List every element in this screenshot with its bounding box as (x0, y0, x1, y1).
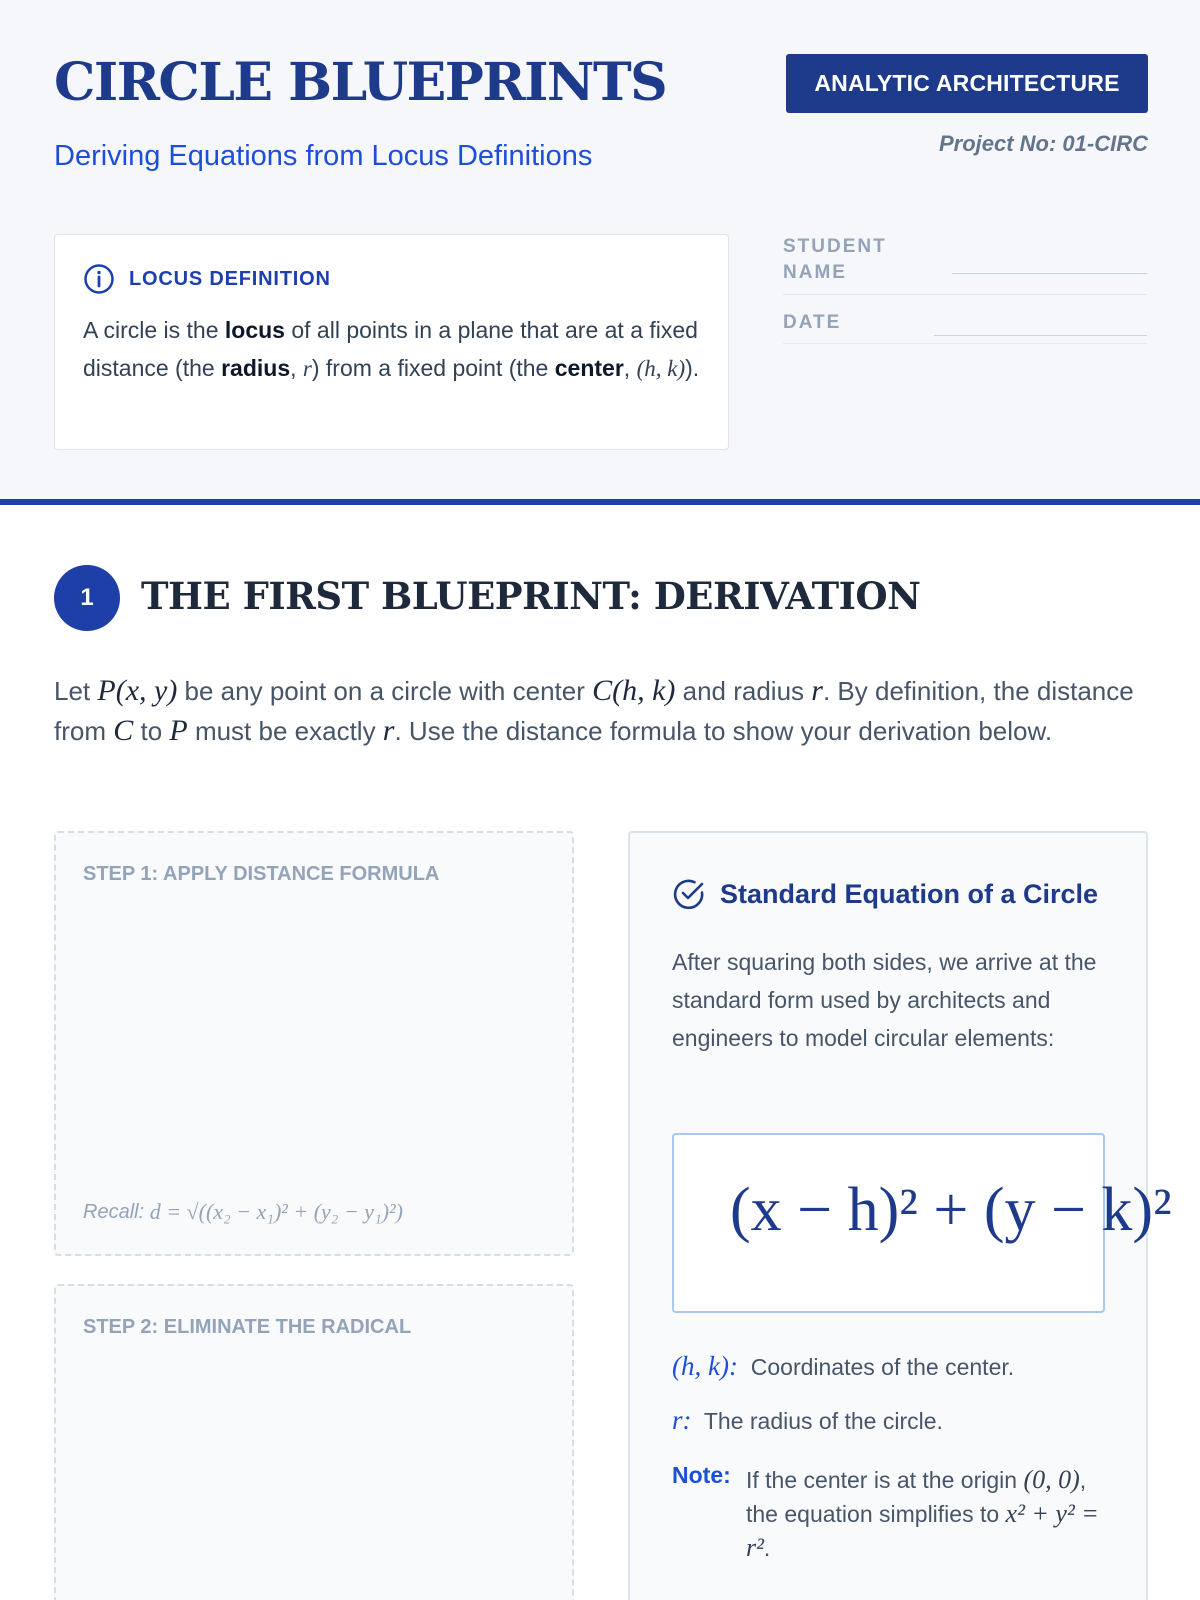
divider (783, 294, 1147, 295)
locus-definition-card (54, 234, 729, 450)
locus-label: LOCUS DEFINITION (129, 267, 331, 290)
standard-equation: (x − h)² + (y − k)² (730, 1176, 1172, 1244)
step-2-label: STEP 2: ELIMINATE THE RADICAL (83, 1316, 412, 1338)
student-name-line[interactable] (952, 273, 1147, 274)
step-1-label: STEP 1: APPLY DISTANCE FORMULA (83, 863, 440, 885)
date-label: DATE (783, 312, 842, 333)
note-text: If the center is at the origin (0, 0), the equation simplifies to x² + y² = r². (746, 1465, 1099, 1562)
definition-radius: r: The radius of the circle. (672, 1405, 943, 1435)
section-intro: Let P(x, y) be any point on a circle with center C(h, k) and radius r. By definition, the distance from C to P must be exactly r. Use the distance formula to show your derivation below. (54, 674, 1134, 747)
student-name-label: STUDENT NAME (783, 236, 887, 283)
recall-formula: Recall: d = √((x₂ − x₁)² + (y₂ − y₁)²) (83, 1199, 403, 1224)
standard-equation-title: Standard Equation of a Circle (720, 878, 1099, 909)
section-title: THE FIRST BLUEPRINT: DERIVATION (141, 574, 921, 618)
step-1-workspace[interactable] (54, 831, 574, 1256)
divider (783, 343, 1147, 344)
locus-header (83, 263, 331, 295)
date-line[interactable] (934, 335, 1147, 336)
header (0, 0, 1200, 505)
equation-box (672, 1133, 1172, 1313)
info-circle-icon (83, 263, 115, 295)
definition-center: (h, k): Coordinates of the center. (672, 1351, 1015, 1381)
page-title: CIRCLE BLUEPRINTS (54, 52, 667, 113)
note-label: Note: (672, 1462, 731, 1488)
project-number: Project No: 01-CIRC (938, 131, 1148, 156)
locus-text: A circle is the locus of all points in a plane that are at a fixed distance (the radius, r) from a fixed point (the center, (h, k)). (83, 317, 700, 381)
section-number: 1 (54, 565, 120, 631)
page-subtitle: Deriving Equations from Locus Definitions (54, 140, 593, 172)
standard-equation-text: After squaring both sides, we arrive at the standard form used by architects and engineers to model circular elements: (672, 949, 1097, 1051)
check-circle-icon (672, 877, 706, 911)
step-2-workspace[interactable] (54, 1284, 574, 1600)
standard-equation-header (672, 877, 1098, 911)
standard-equation-card (628, 831, 1172, 1600)
category-badge: ANALYTIC ARCHITECTURE (786, 54, 1148, 113)
